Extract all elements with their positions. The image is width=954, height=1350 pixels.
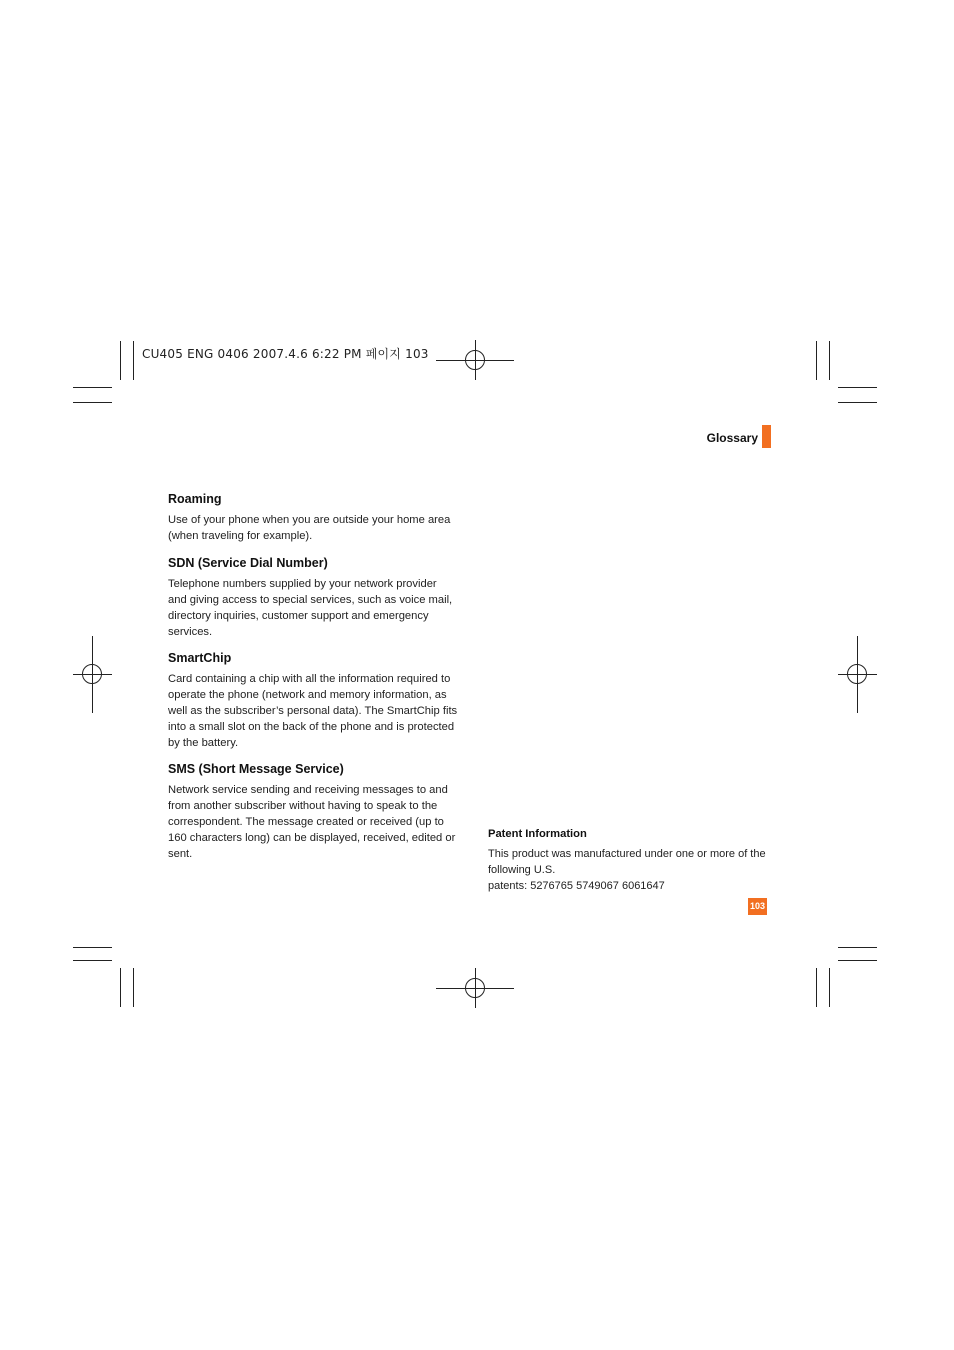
patent-title: Patent Information (488, 828, 587, 840)
patent-information (488, 828, 778, 894)
print-slug: CU405 ENG 0406 2007.4.6 6:22 PM 페이지 103 (142, 347, 429, 361)
term-definition: Telephone numbers supplied by your network provider and giving access to special services, such as voice mail, directory inquiries, customer support and emergency services. (168, 578, 453, 638)
section-tab-marker (762, 425, 771, 448)
term-definition: Card containing a chip with all the information required to operate the phone (network and memory information, as well as the subscriber’s personal data). The SmartChip fits into a small slot on the back of the phone and is protected by the battery. (168, 673, 458, 749)
term-title: SMS (Short Message Service) (168, 762, 344, 776)
section-title: Glossary (706, 431, 758, 445)
term-definition: Use of your phone when you are outside your home area (when traveling for example). (168, 514, 451, 542)
glossary-entry-sms (168, 762, 458, 862)
term-definition: Network service sending and receiving messages to and from another subscriber without having to speak to the correspondent. The message created or received (up to 160 characters long) can be displayed, received, edited or sent. (168, 784, 456, 860)
page-number: 103 (748, 898, 767, 915)
glossary-entry-roaming (168, 492, 458, 544)
glossary-entry-smartchip (168, 651, 458, 751)
term-title: SDN (Service Dial Number) (168, 556, 328, 570)
patent-numbers: patents: 5276765 5749067 6061647 (488, 880, 665, 892)
glossary-entry-sdn (168, 556, 458, 640)
term-title: Roaming (168, 492, 222, 506)
term-title: SmartChip (168, 651, 232, 665)
patent-text: This product was manufactured under one or more of the following U.S. (488, 848, 766, 876)
